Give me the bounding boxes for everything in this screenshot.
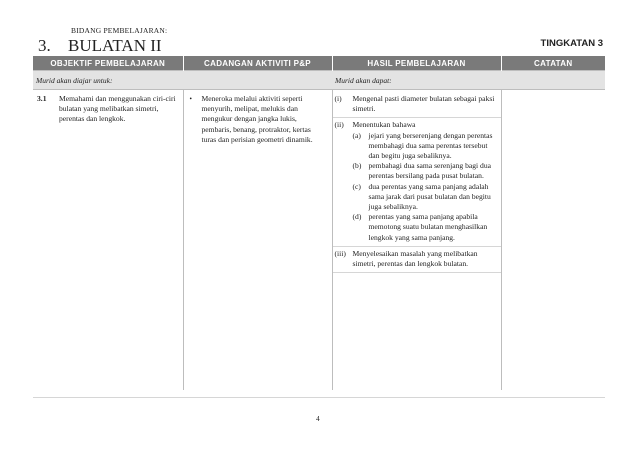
header-objective: OBJEKTIF PEMBELAJARAN — [33, 56, 183, 71]
learning-area-label: BIDANG PEMBELAJARAN: — [71, 26, 168, 35]
objective-number: 3.1 — [37, 94, 47, 103]
outcome-item-iii — [333, 247, 501, 273]
table-header-row — [33, 56, 605, 71]
activity-text: Meneroka melalui aktiviti seperti menyurih, melipat, melukis dan mengukur dengan jangka lukis, pembaris, benang, protraktor, kertas turas dan perisian geometri dinamik. — [201, 94, 313, 144]
table-subheader-row — [33, 71, 605, 90]
outcome-item-ii — [333, 118, 501, 246]
sub-text: jejari yang berserenjang dengan perentas membahagi dua sama perentas tersebut dan begitu juga sebaliknya. — [368, 130, 493, 161]
objective-cell — [33, 90, 183, 390]
outcome-sublist — [353, 131, 497, 243]
activity-cell — [183, 90, 332, 390]
sub-text: pembahagi dua sama serenjang bagi dua perentas bersilang pada pusat bulatan. — [368, 161, 492, 181]
table-row — [33, 90, 605, 390]
list-item — [353, 161, 497, 181]
sub-letter: (a) — [352, 130, 361, 140]
list-item — [353, 131, 497, 162]
page-title — [38, 36, 162, 56]
subheader-able: Murid akan dapat: — [332, 71, 605, 90]
outcome-text: Menyelesaikan masalah yang melibatkan simetri, perentas dan lengkok bulatan. — [352, 248, 478, 269]
title-number: 3. — [38, 36, 51, 55]
sub-letter: (b) — [352, 161, 362, 171]
outcome-number: (ii) — [334, 120, 344, 130]
title-text: BULATAN II — [68, 36, 162, 55]
outcome-cell — [332, 90, 501, 390]
outcome-text: Mengenal pasti diameter bulatan sebagai paksi simetri. — [352, 94, 495, 114]
sub-text: perentas yang sama panjang apabila memotong suatu bulatan menghasilkan lengkok yang sama panjang. — [368, 212, 488, 242]
sub-letter: (c) — [352, 181, 361, 191]
outcome-item-i — [333, 92, 501, 118]
syllabus-table — [33, 56, 605, 390]
objective-text: Memahami dan menggunakan ciri-ciri bulatan yang melibatkan simetri, perentas dan lengkok. — [59, 94, 176, 124]
header-activity: CADANGAN AKTIVITI P&P — [183, 56, 332, 71]
subheader-taught: Murid akan diajar untuk: — [33, 71, 332, 90]
list-item — [353, 182, 497, 213]
form-level-label: TINGKATAN 3 — [540, 38, 603, 49]
list-item — [353, 212, 497, 243]
notes-cell — [501, 90, 605, 390]
bullet-icon: • — [189, 95, 192, 103]
outcome-number: (i) — [334, 94, 342, 103]
page-number: 4 — [316, 414, 320, 423]
outcome-text: Menentukan bahawa — [352, 120, 416, 130]
header-outcome: HASIL PEMBELAJARAN — [332, 56, 501, 71]
table-bottom-divider — [33, 397, 605, 398]
outcome-number: (iii) — [334, 248, 346, 258]
sub-text: dua perentas yang sama panjang adalah sama jarak dari pusat bulatan dan begitu juga sebaliknya. — [368, 181, 491, 212]
sub-letter: (d) — [352, 212, 362, 222]
header-notes: CATATAN — [501, 56, 605, 71]
